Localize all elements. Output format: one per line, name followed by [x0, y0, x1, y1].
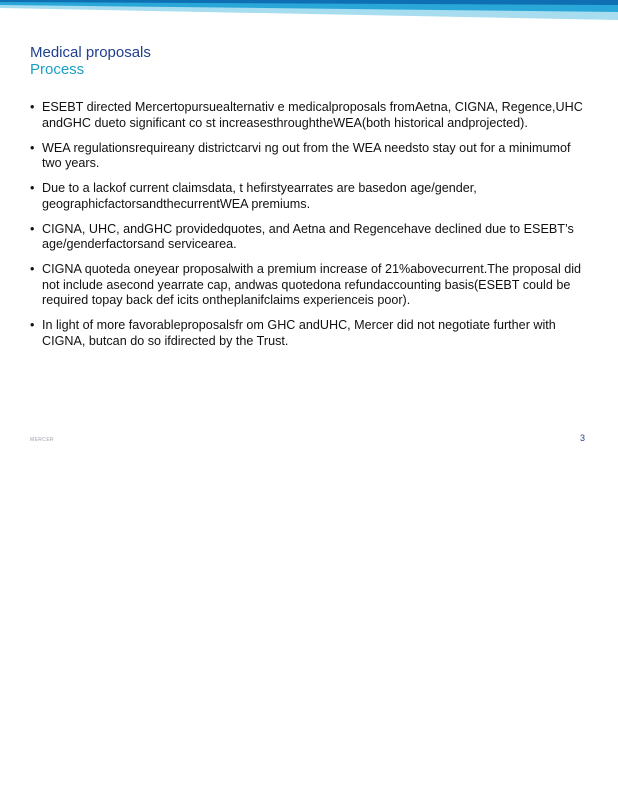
- bullet-item: [30, 318, 586, 349]
- bullet-item: [30, 181, 586, 212]
- bullet-marker: •: [30, 221, 35, 236]
- bullet-text: ESEBT directed Mercertopursuealternativ e medicalproposals fromAetna, CIGNA, Regence,UHC andGHC dueto significant co st increasesthroughtheWEA(both historical andprojected).: [42, 100, 583, 130]
- page-title: Medical proposals: [30, 44, 151, 61]
- bullet-marker: •: [30, 181, 35, 195]
- header-band-graphic: [0, 0, 618, 26]
- bullet-text: In light of more favorableproposalsfr om GHC andUHC, Mercer did not negotiate further with CIGNA, butcan do so ifdirected by the Trust.: [42, 318, 556, 348]
- bullet-item: [30, 222, 586, 253]
- header-band: [0, 0, 618, 26]
- bullet-list: [30, 100, 586, 359]
- bullet-marker: •: [30, 262, 35, 276]
- bullet-marker: •: [30, 100, 35, 114]
- bullet-item: [30, 141, 586, 172]
- page-subtitle: Process: [30, 61, 85, 78]
- bullet-marker: •: [30, 140, 35, 155]
- bullet-text: CIGNA quoteda oneyear proposalwith a premium increase of 21%abovecurrent.The proposal did not include asecond yearrate cap, andwas quotedona refundaccounting basis(ESEBT could be required topay back def icits ontheplanifclaims experienceis poor).: [42, 262, 582, 307]
- bullet-marker: •: [30, 318, 35, 332]
- title-block: [30, 44, 151, 78]
- bullet-text: CIGNA, UHC, andGHC providedquotes, and Aetna and Regencehave declined due to ESEBT’s age/genderfactorsand servicearea.: [42, 221, 574, 251]
- bullet-text: Due to a lackof current claimsdata, t hefirstyearrates are basedon age/gender, geographicfactorsandthecurrentWEA premiums.: [42, 181, 477, 211]
- bullet-item: [30, 100, 586, 131]
- bullet-item: [30, 262, 586, 309]
- page-number: 3: [580, 433, 586, 443]
- mercer-logo: MERCER: [30, 437, 55, 443]
- bullet-text: WEA regulationsrequireany districtcarvi ng out from the WEA needsto stay out for a minimumof two years.: [42, 140, 571, 170]
